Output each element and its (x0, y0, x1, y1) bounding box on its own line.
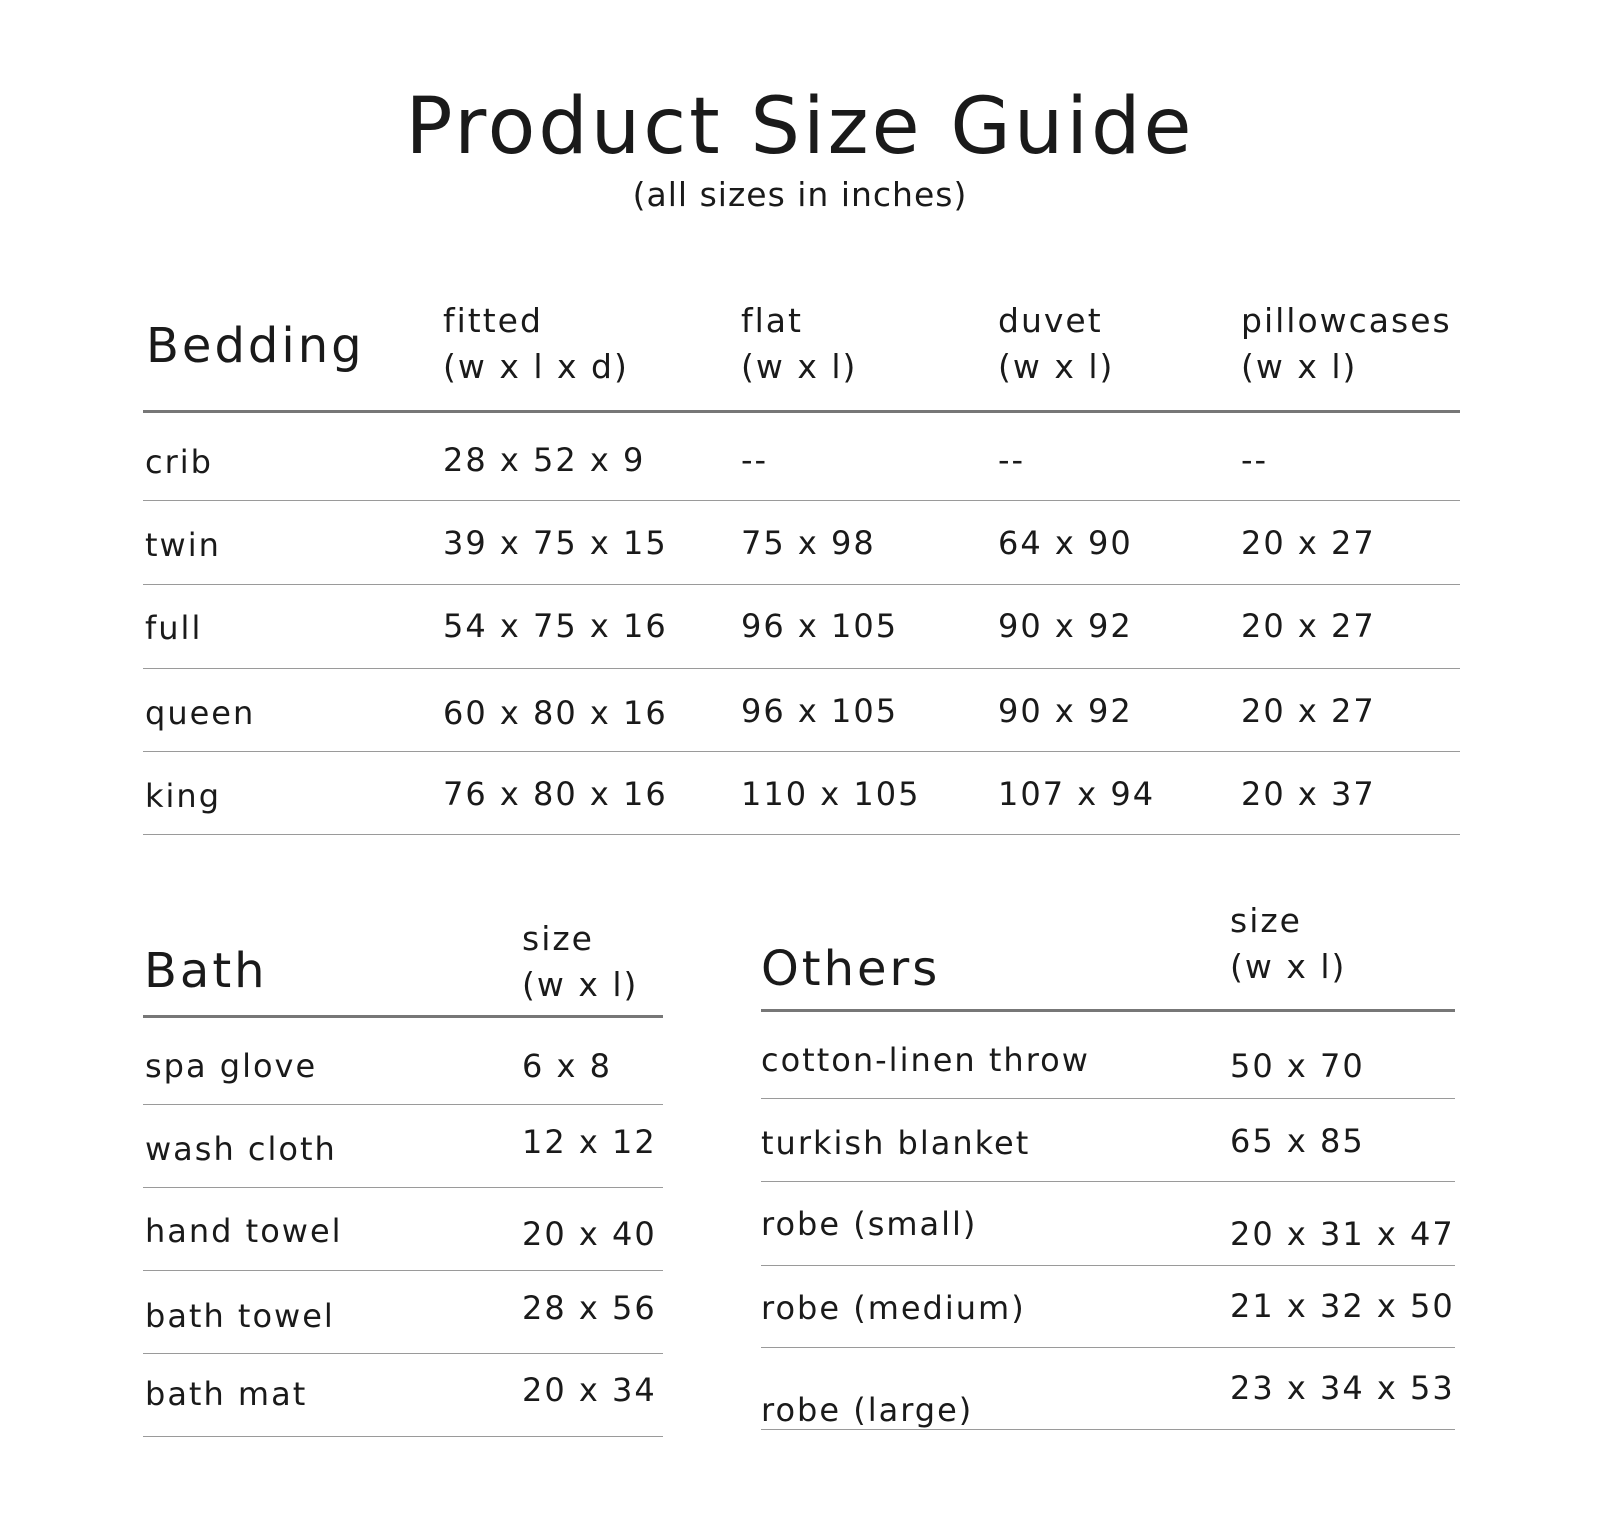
bedding-row-king-name: king (145, 777, 222, 815)
bedding-row-twin-flat: 75 x 98 (741, 524, 876, 562)
bedding-row-rule (143, 751, 1460, 752)
bedding-row-queen-duvet: 90 x 92 (998, 692, 1133, 730)
bedding-row-crib-pillowcases: -- (1241, 441, 1269, 479)
bedding-col-duvet (998, 298, 1114, 390)
bedding-row-queen-pillowcases: 20 x 27 (1241, 692, 1376, 730)
others-col-size-unit: (w x l) (1230, 947, 1347, 986)
bedding-row-crib-fitted: 28 x 52 x 9 (443, 441, 646, 479)
others-col-size (1230, 898, 1346, 990)
bedding-col-flat-label: flat (741, 301, 803, 340)
bath-row-wash-cloth-size: 12 x 12 (522, 1123, 657, 1161)
others-row-robe-large-size: 23 x 34 x 53 (1230, 1369, 1455, 1407)
others-row-turkish-blanket-name: turkish blanket (761, 1124, 1031, 1162)
bedding-row-crib-name: crib (145, 443, 213, 481)
bath-col-size (522, 916, 638, 1008)
bath-row-rule (143, 1436, 663, 1437)
bedding-row-full-flat: 96 x 105 (741, 607, 899, 645)
others-row-rule (761, 1347, 1455, 1348)
others-row-rule (761, 1265, 1455, 1266)
bath-col-size-label: size (522, 919, 594, 958)
bath-title: Bath (144, 943, 268, 999)
bath-row-rule (143, 1270, 663, 1271)
others-title: Others (761, 941, 941, 997)
bedding-row-rule (143, 584, 1460, 585)
bath-row-spa-glove-size: 6 x 8 (522, 1047, 612, 1085)
bedding-row-queen-flat: 96 x 105 (741, 692, 899, 730)
bedding-row-full-pillowcases: 20 x 27 (1241, 607, 1376, 645)
others-header-rule (761, 1009, 1455, 1012)
bath-row-wash-cloth-name: wash cloth (145, 1130, 337, 1168)
bedding-row-rule (143, 834, 1460, 835)
others-row-robe-small-size: 20 x 31 x 47 (1230, 1215, 1455, 1253)
bedding-row-crib-flat: -- (741, 441, 769, 479)
bedding-row-queen-fitted: 60 x 80 x 16 (443, 694, 668, 732)
bath-col-size-unit: (w x l) (522, 965, 639, 1004)
bedding-row-king-fitted: 76 x 80 x 16 (443, 775, 668, 813)
bedding-col-fitted (443, 298, 629, 390)
others-row-cotton-linen-throw-name: cotton-linen throw (761, 1041, 1090, 1079)
others-row-cotton-linen-throw-size: 50 x 70 (1230, 1047, 1365, 1085)
bath-row-hand-towel-name: hand towel (145, 1212, 343, 1250)
bedding-col-duvet-unit: (w x l) (998, 347, 1115, 386)
bath-row-bath-towel-name: bath towel (145, 1297, 335, 1335)
page-title: Product Size Guide (405, 82, 1195, 172)
others-row-rule (761, 1429, 1455, 1430)
others-row-robe-medium-size: 21 x 32 x 50 (1230, 1287, 1455, 1325)
bath-row-rule (143, 1353, 663, 1354)
bedding-row-queen-name: queen (145, 694, 256, 732)
bath-row-hand-towel-size: 20 x 40 (522, 1215, 657, 1253)
bedding-row-full-name: full (145, 609, 203, 647)
bedding-header-rule (143, 410, 1460, 413)
bedding-row-king-duvet: 107 x 94 (998, 775, 1156, 813)
bath-row-bath-mat-name: bath mat (145, 1375, 308, 1413)
page-subtitle: (all sizes in inches) (632, 175, 968, 214)
bedding-col-pillowcases-label: pillowcases (1241, 301, 1452, 340)
bath-row-rule (143, 1187, 663, 1188)
others-row-robe-medium-name: robe (medium) (761, 1289, 1026, 1327)
bedding-row-twin-fitted: 39 x 75 x 15 (443, 524, 668, 562)
bedding-row-king-flat: 110 x 105 (741, 775, 921, 813)
bedding-row-twin-pillowcases: 20 x 27 (1241, 524, 1376, 562)
bedding-row-twin-duvet: 64 x 90 (998, 524, 1133, 562)
bath-row-bath-mat-size: 20 x 34 (522, 1371, 657, 1409)
bedding-col-flat-unit: (w x l) (741, 347, 858, 386)
bath-header-rule (143, 1015, 663, 1018)
others-row-rule (761, 1181, 1455, 1182)
bedding-row-rule (143, 500, 1460, 501)
others-col-size-label: size (1230, 901, 1302, 940)
bedding-col-fitted-unit: (w x l x d) (443, 347, 629, 386)
bedding-row-rule (143, 668, 1460, 669)
bedding-col-flat (741, 298, 857, 390)
others-row-robe-small-name: robe (small) (761, 1205, 978, 1243)
bath-row-rule (143, 1104, 663, 1105)
bedding-row-full-fitted: 54 x 75 x 16 (443, 607, 668, 645)
bedding-row-crib-duvet: -- (998, 441, 1026, 479)
bedding-col-fitted-label: fitted (443, 301, 543, 340)
bath-row-spa-glove-name: spa glove (145, 1047, 318, 1085)
bedding-col-duvet-label: duvet (998, 301, 1103, 340)
others-row-turkish-blanket-size: 65 x 85 (1230, 1122, 1365, 1160)
bedding-title: Bedding (146, 318, 365, 374)
bedding-col-pillowcases-unit: (w x l) (1241, 347, 1358, 386)
bedding-col-pillowcases (1241, 298, 1452, 390)
bedding-row-full-duvet: 90 x 92 (998, 607, 1133, 645)
others-row-rule (761, 1098, 1455, 1099)
bedding-row-twin-name: twin (145, 526, 221, 564)
others-row-robe-large-name: robe (large) (761, 1391, 974, 1429)
bath-row-bath-towel-size: 28 x 56 (522, 1289, 657, 1327)
bedding-row-king-pillowcases: 20 x 37 (1241, 775, 1376, 813)
